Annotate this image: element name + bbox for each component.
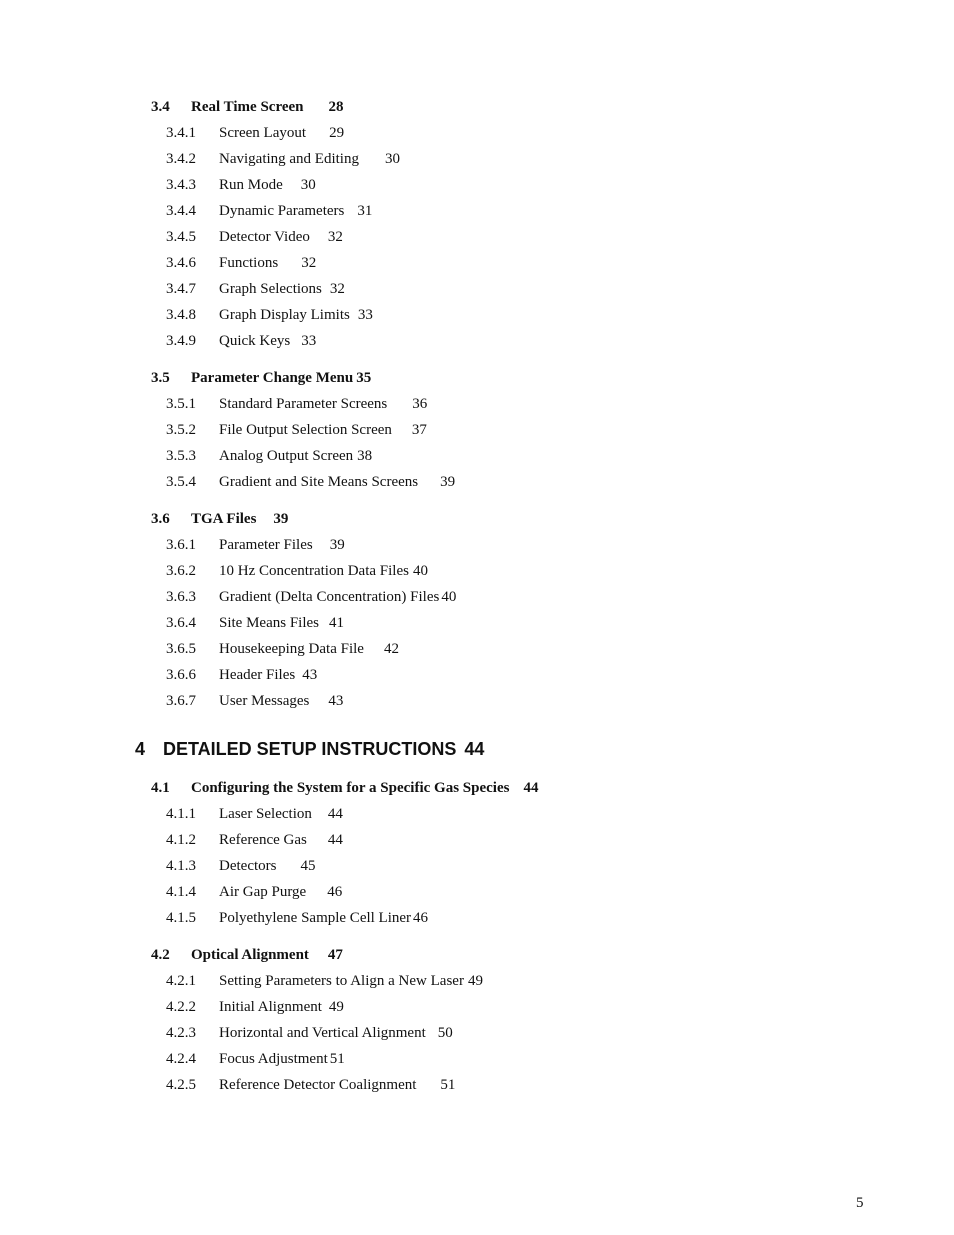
toc-number: 3.4.1 (166, 125, 196, 141)
toc-title: Run Mode 30 (219, 177, 316, 193)
toc-page: 50 (437, 1025, 453, 1041)
toc-page: 44 (464, 739, 485, 759)
toc-number: 3.4.9 (166, 333, 196, 349)
toc-number: 3.6.2 (166, 563, 196, 579)
toc-title: Setting Parameters to Align a New Laser 49 (219, 973, 483, 989)
toc-title: Optical Alignment 47 (191, 947, 343, 963)
toc-page: 29 (329, 125, 345, 141)
toc-title: Reference Gas 44 (219, 832, 343, 848)
toc-number: 4.2.2 (166, 999, 196, 1015)
toc-page: 35 (356, 370, 372, 386)
toc-number: 3.6.1 (166, 537, 196, 553)
toc-title: Quick Keys 33 (219, 333, 317, 349)
toc-title: Laser Selection 44 (219, 806, 343, 822)
toc-page: 46 (327, 884, 343, 900)
toc-number: 3.6.6 (166, 667, 196, 683)
toc-page: 40 (441, 589, 457, 605)
toc-page: 42 (383, 641, 399, 657)
toc-title: Screen Layout 29 (219, 125, 345, 141)
toc-page: 39 (273, 511, 289, 527)
toc-title: TGA Files 39 (191, 511, 289, 527)
toc-title: Housekeeping Data File 42 (219, 641, 399, 657)
toc-title: Standard Parameter Screens 36 (219, 396, 428, 412)
toc-page: 44 (327, 806, 343, 822)
toc-number: 3.4.4 (166, 203, 196, 219)
toc-page: 47 (327, 947, 343, 963)
toc-number: 4.2 (151, 947, 170, 963)
toc-number: 4.2.1 (166, 973, 196, 989)
toc-number: 4.1.4 (166, 884, 196, 900)
toc-title: Dynamic Parameters 31 (219, 203, 373, 219)
toc-number: 3.5 (151, 370, 170, 386)
toc-title: Analog Output Screen 38 (219, 448, 373, 464)
toc-title: Air Gap Purge 46 (219, 884, 343, 900)
toc-page: 39 (440, 474, 456, 490)
toc-page: 33 (357, 307, 373, 323)
toc-number: 4.1.5 (166, 910, 196, 926)
toc-page: 43 (302, 667, 318, 683)
toc-number: 4.1 (151, 780, 170, 796)
toc-number: 4.1.3 (166, 858, 196, 874)
toc-page: 44 (523, 780, 539, 796)
toc-title: Detectors 45 (219, 858, 316, 874)
toc-number: 3.4.8 (166, 307, 196, 323)
toc-number: 4.1.2 (166, 832, 196, 848)
toc-number: 3.5.4 (166, 474, 196, 490)
toc-number: 3.6 (151, 511, 170, 527)
toc-title: Header Files 43 (219, 667, 318, 683)
toc-number: 3.6.4 (166, 615, 196, 631)
toc-page: 45 (300, 858, 316, 874)
toc-number: 3.4 (151, 99, 170, 115)
toc-page: 51 (440, 1077, 456, 1093)
toc-number: 3.5.2 (166, 422, 196, 438)
toc-title: Graph Selections 32 (219, 281, 345, 297)
toc-page: 37 (411, 422, 427, 438)
toc-page: 32 (301, 255, 317, 271)
toc-page: 28 (328, 99, 344, 115)
toc-title: Functions 32 (219, 255, 317, 271)
toc-page: 41 (329, 615, 344, 631)
toc-page: 43 (328, 693, 344, 709)
toc-title: DETAILED SETUP INSTRUCTIONS 44 (163, 739, 485, 759)
toc-number: 4.2.4 (166, 1051, 196, 1067)
toc-number: 4.1.1 (166, 806, 196, 822)
toc-title: Initial Alignment 49 (219, 999, 344, 1015)
toc-page: 33 (301, 333, 317, 349)
toc-number: 3.4.3 (166, 177, 196, 193)
toc-number: 3.4.5 (166, 229, 196, 245)
toc-title: Configuring the System for a Specific Gas Species 44 (191, 780, 539, 796)
toc-title: Navigating and Editing 30 (219, 151, 400, 167)
toc-page: 30 (300, 177, 316, 193)
toc-number: 4.2.5 (166, 1077, 196, 1093)
toc-title: Focus Adjustment 51 (219, 1051, 345, 1067)
toc-title: Parameter Change Menu 35 (191, 370, 372, 386)
toc-number: 3.4.2 (166, 151, 196, 167)
toc-page: 30 (384, 151, 400, 167)
toc-title: Reference Detector Coalignment 51 (219, 1077, 456, 1093)
toc-title: Detector Video 32 (219, 229, 343, 245)
toc-title: Site Means Files 41 (219, 615, 344, 631)
toc-page: 31 (357, 203, 373, 219)
toc-number: 3.4.7 (166, 281, 196, 297)
toc-number: 4.2.3 (166, 1025, 196, 1041)
toc-page: 40 (412, 563, 428, 579)
toc-page: 38 (357, 448, 373, 464)
toc-title: Polyethylene Sample Cell Liner 46 (219, 910, 429, 926)
toc-number: 3.5.3 (166, 448, 196, 464)
toc-number: 3.6.7 (166, 693, 196, 709)
toc-page: 36 (412, 396, 428, 412)
toc-title: Real Time Screen 28 (191, 99, 344, 115)
toc-number: 3.6.5 (166, 641, 196, 657)
toc-number: 3.6.3 (166, 589, 196, 605)
toc-page: 44 (327, 832, 343, 848)
toc-title: Gradient and Site Means Screens 39 (219, 474, 456, 490)
toc-title: Graph Display Limits 33 (219, 307, 373, 323)
toc-title: Parameter Files 39 (219, 537, 345, 553)
toc-page: 46 (413, 910, 429, 926)
toc-page: 49 (328, 999, 344, 1015)
toc-page: 32 (329, 281, 345, 297)
page-number: 5 (856, 1195, 864, 1211)
toc-title: User Messages 43 (219, 693, 344, 709)
toc-page: 32 (327, 229, 343, 245)
toc-title: 10 Hz Concentration Data Files 40 (219, 563, 428, 579)
toc-title: File Output Selection Screen 37 (219, 422, 427, 438)
toc-title: Gradient (Delta Concentration) Files 40 (219, 589, 457, 605)
toc-title: Horizontal and Vertical Alignment 50 (219, 1025, 453, 1041)
toc-number: 3.5.1 (166, 396, 196, 412)
toc-page: 39 (329, 537, 345, 553)
toc-page: 51 (329, 1051, 345, 1067)
toc-page: 49 (467, 973, 483, 989)
toc-number: 4 (135, 739, 146, 759)
toc-number: 3.4.6 (166, 255, 196, 271)
